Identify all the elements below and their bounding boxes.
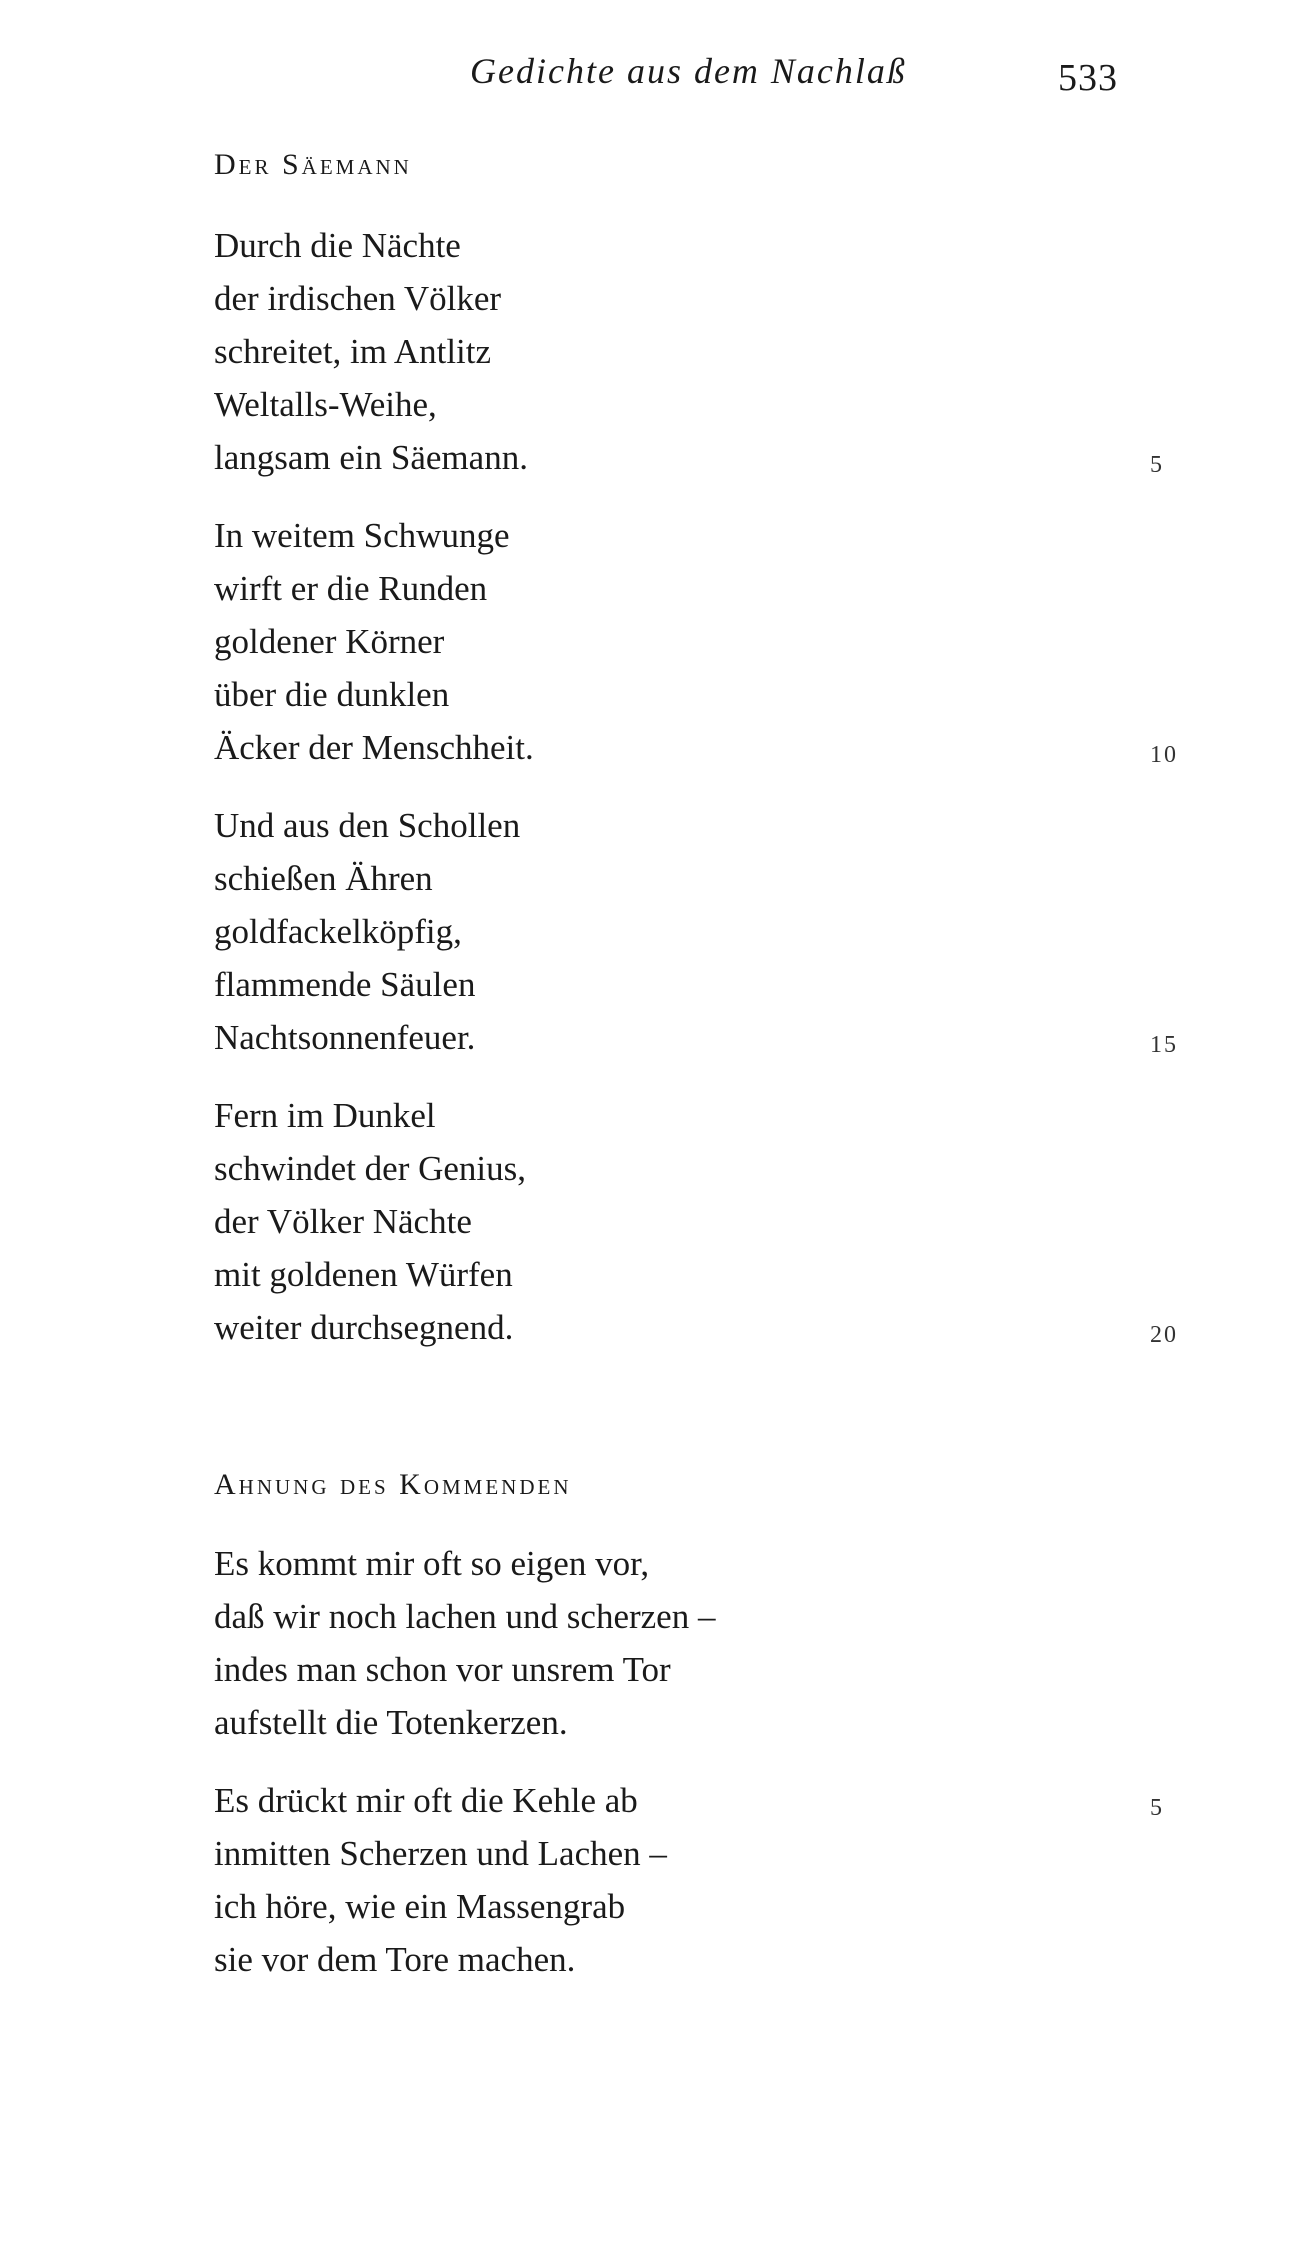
poem-line: Fern im Dunkel [214,1096,436,1135]
poem-line: inmitten Scherzen und Lachen – [214,1834,667,1873]
poem-line: Es kommt mir oft so eigen vor, [214,1544,650,1583]
running-head: Gedichte aus dem Nachlaß [470,51,907,91]
poem-line: der irdischen Völker [214,279,502,318]
poem-line: flammende Säulen [214,965,476,1004]
page-number: 533 [1058,57,1118,99]
poem-line: wirft er die Runden [214,569,488,608]
line-number: 10 [1150,742,1178,768]
poem-line: Nachtsonnenfeuer. [214,1018,476,1057]
line-number: 20 [1150,1322,1178,1348]
poem-title-ahnung: Ahnung des Kommenden [214,1468,572,1501]
poem-line: Es drückt mir oft die Kehle ab [214,1781,638,1820]
poem-line: Durch die Nächte [214,226,461,265]
poem-line: langsam ein Säemann. [214,438,528,477]
poem-line: aufstellt die Totenkerzen. [214,1703,568,1742]
poem-line: daß wir noch lachen und scherzen – [214,1597,716,1636]
poem-line: goldener Körner [214,622,445,661]
poem-line: Weltalls-Weihe, [214,385,437,424]
line-number: 5 [1150,452,1164,478]
poem-line: schreitet, im Antlitz [214,332,492,371]
poem-line: In weitem Schwunge [214,516,510,555]
poem-line: mit goldenen Würfen [214,1255,513,1294]
poem-line: schießen Ähren [214,859,433,898]
poem-line: Und aus den Schollen [214,806,521,845]
line-number: 5 [1150,1795,1164,1821]
poem-line: Äcker der Menschheit. [214,728,534,767]
poem-line: goldfackelköpfig, [214,912,462,951]
poem-line: indes man schon vor unsrem Tor [214,1650,671,1689]
poem-title-saemann: Der Säemann [214,148,412,181]
poem-line: ich höre, wie ein Massengrab [214,1887,626,1926]
poem-line: weiter durchsegnend. [214,1308,514,1347]
poem-line: sie vor dem Tore machen. [214,1940,576,1979]
poem-line: über die dunklen [214,675,450,714]
poem-line: schwindet der Genius, [214,1149,527,1188]
poem-line: der Völker Nächte [214,1202,472,1241]
line-number: 15 [1150,1032,1178,1058]
